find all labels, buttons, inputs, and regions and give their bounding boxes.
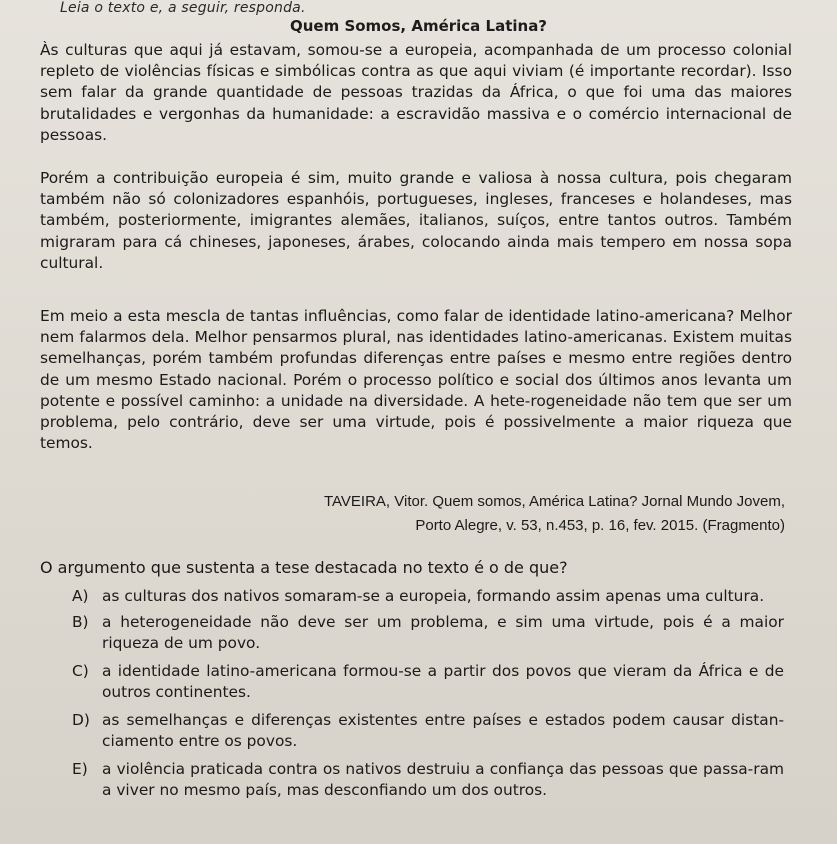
option-c[interactable] — [72, 661, 784, 704]
citation — [324, 490, 785, 538]
option-letter: B) — [72, 612, 89, 631]
option-letter: A) — [72, 587, 89, 605]
option-text: as culturas dos nativos somaram-se a europeia, formando assim apenas uma cultura. — [102, 587, 765, 605]
option-text: a violência praticada contra os nativos destruiu a confiança das pessoas que passa-ram a viver no mesmo país, mas desconfiando um dos outros. — [102, 759, 784, 799]
option-d[interactable] — [72, 710, 784, 753]
text-title: Quem Somos, América Latina? — [289, 17, 548, 35]
paragraph-1: Às culturas que aqui já estavam, somou-se a europeia, acompanhada de um processo colonial repleto de violências físicas e simbólicas contra as que aqui viviam (é importante recordar). Isso sem falar da grande quantidade de pessoas trazidas da África, o que foi uma das maiores brutalidades e vergonhas da humanidade: a escravidão massiva e o comércio internacional de pessoas. — [40, 41, 792, 144]
citation-line-1: TAVEIRA, Vitor. Quem somos, América Latina? Jornal Mundo Jovem, — [323, 493, 785, 510]
option-letter: D) — [72, 710, 90, 729]
question-text: O argumento que sustenta a tese destacada no texto é o de que? — [40, 558, 568, 577]
option-letter: C) — [72, 661, 89, 680]
option-letter: E) — [72, 759, 88, 778]
instruction-text: Leia o texto e, a seguir, responda. — [60, 0, 306, 16]
answer-options — [72, 586, 784, 808]
paragraph-2: Porém a contribuição europeia é sim, muito grande e valiosa à nossa cultura, pois chegaram também não só colonizadores espanhóis, portugueses, ingleses, franceses e holandeses, mas também, posteriormente, imigrantes alemães, italianos, suíços, entre tantos outros. Também migraram para cá chineses, japoneses, árabes, colocando ainda mais tempero em nossa sopa cultural. — [40, 169, 792, 272]
option-a[interactable] — [72, 586, 784, 608]
option-b[interactable] — [72, 612, 784, 655]
option-text: a identidade latino-americana formou-se a partir dos povos que vieram da África e de outros continentes. — [102, 661, 784, 701]
citation-line-2: Porto Alegre, v. 53, n.453, p. 16, fev. 2015. (Fragmento) — [415, 517, 785, 534]
option-text: as semelhanças e diferenças existentes entre países e estados podem causar distan-ciamento entre os povos. — [102, 710, 784, 750]
paragraph-3: Em meio a esta mescla de tantas influências, como falar de identidade latino-americana? Melhor nem falarmos dela. Melhor pensarmos plural, nas identidades latino-americanas. Existem muitas semelhanças, porém também profundas diferenças entre países e mesmo entre regiões dentro de um mesmo Estado nacional. Porém o processo político e social dos últimos anos levanta um potente e possível caminho: a unidade na diversidade. A hete-rogeneidade não tem que ser um problema, pelo contrário, deve ser uma virtude, pois é possivelmente a maior riqueza que temos. — [40, 307, 792, 453]
option-e[interactable] — [72, 759, 784, 802]
option-text: a heterogeneidade não deve ser um problema, e sim uma virtude, pois é a maior riqueza de um povo. — [102, 612, 784, 652]
